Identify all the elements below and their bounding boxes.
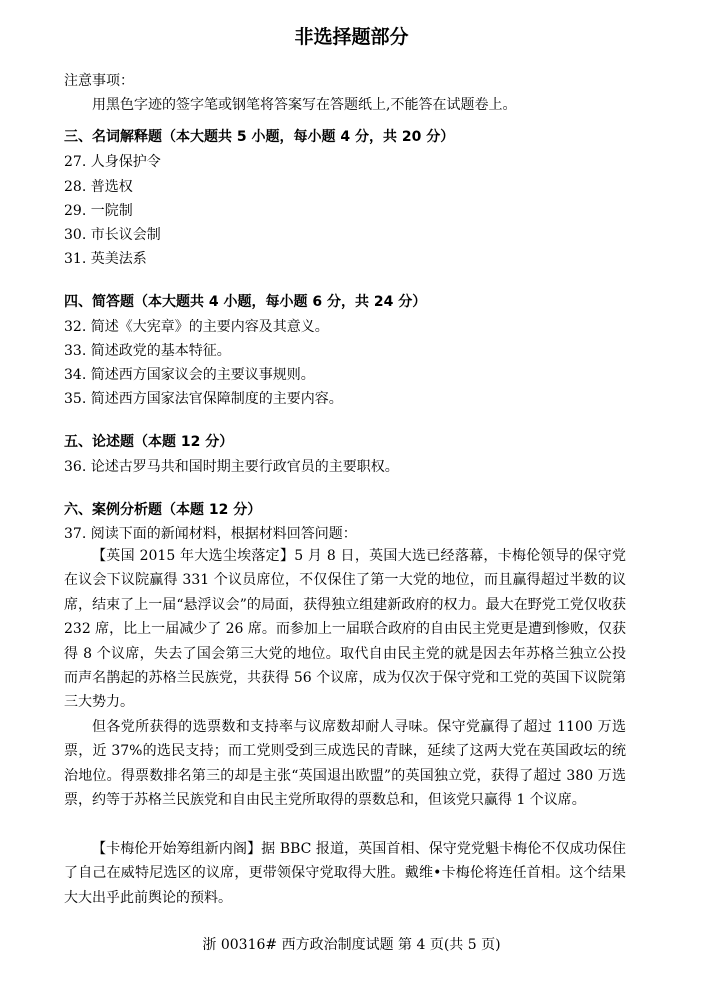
question-33: 33. 简述政党的基本特征。 [64,343,231,359]
question-32: 32. 简述《大宪章》的主要内容及其意义。 [64,319,329,335]
question-31: 31. 英美法系 [64,251,147,267]
news-paragraph-2: 但各党所获得的选票数和支持率与议席数却耐人寻味。保守党赢得了超过 1100 万选票，近 37%的选民支持；而工党则受到三成选民的青睐，延续了这两大党在英国政坛的统治地位。得票数排名第三的却是主张“英国退出欧盟”的英国独立党，获得了超过 380 万选票，约等于苏格兰民族党和自由民主党所取得的票数总和，但该党只赢得 1 个议席。 [64,719,626,809]
notice-text: 用黑色字迹的签字笔或钢笔将答案写在答题纸上,不能答在试题卷上。 [92,97,517,113]
question-28: 28. 普选权 [64,179,133,195]
page-footer: 浙 00316# 西方政治制度试题 第 4 页(共 5 页) [202,937,501,953]
question-34: 34. 简述西方国家议会的主要议事规则。 [64,367,315,383]
news-paragraph-1: 【英国 2015 年大选尘埃落定】5 月 8 日，英国大选已经落幕，卡梅伦领导的保守党在议会下议院赢得 331 个议员席位，不仅保住了第一大党的地位，而且赢得超过半数的议席，结束了上一届“悬浮议会”的局面，获得独立组建新政府的权力。最大在野党工党仅收获 232 席，比上一届减少了 26 席。而参加上一届联合政府的自由民主党更是遭到惨败，仅获得 8 个议席，失去了国会第三大党的地位。取代自由民主党的就是因去年苏格兰独立公投而声名鹊起的苏格兰民族党，共获得 56 个议席，成为仅次于保守党和工党的英国下议院第三大势力。 [64,548,626,711]
question-36: 36. 论述古罗马共和国时期主要行政官员的主要职权。 [64,459,399,475]
section-4-heading: 四、简答题（本大题共 4 小题，每小题 6 分，共 24 分） [64,294,427,310]
question-27: 27. 人身保护令 [64,154,161,170]
question-30: 30. 市长议会制 [64,227,161,243]
section-6-heading: 六、案例分析题（本题 12 分） [64,502,262,518]
question-29: 29. 一院制 [64,203,133,219]
section-5-heading: 五、论述题（本题 12 分） [64,434,234,450]
question-37: 37. 阅读下面的新闻材料，根据材料回答问题： [64,526,357,542]
page-title: 非选择题部分 [294,26,409,48]
section-3-heading: 三、名词解释题（本大题共 5 小题，每小题 4 分，共 20 分） [64,129,455,145]
question-35: 35. 简述西方国家法官保障制度的主要内容。 [64,391,343,407]
news-paragraph-3: 【卡梅伦开始筹组新内阁】据 BBC 报道，英国首相、保守党党魁卡梅伦不仅成功保住了自己在威特尼选区的议席，更带领保守党取得大胜。戴维•卡梅伦将连任首相。这个结果大大出乎此前舆论的预料。 [64,841,626,906]
notice-label: 注意事项： [64,73,134,89]
